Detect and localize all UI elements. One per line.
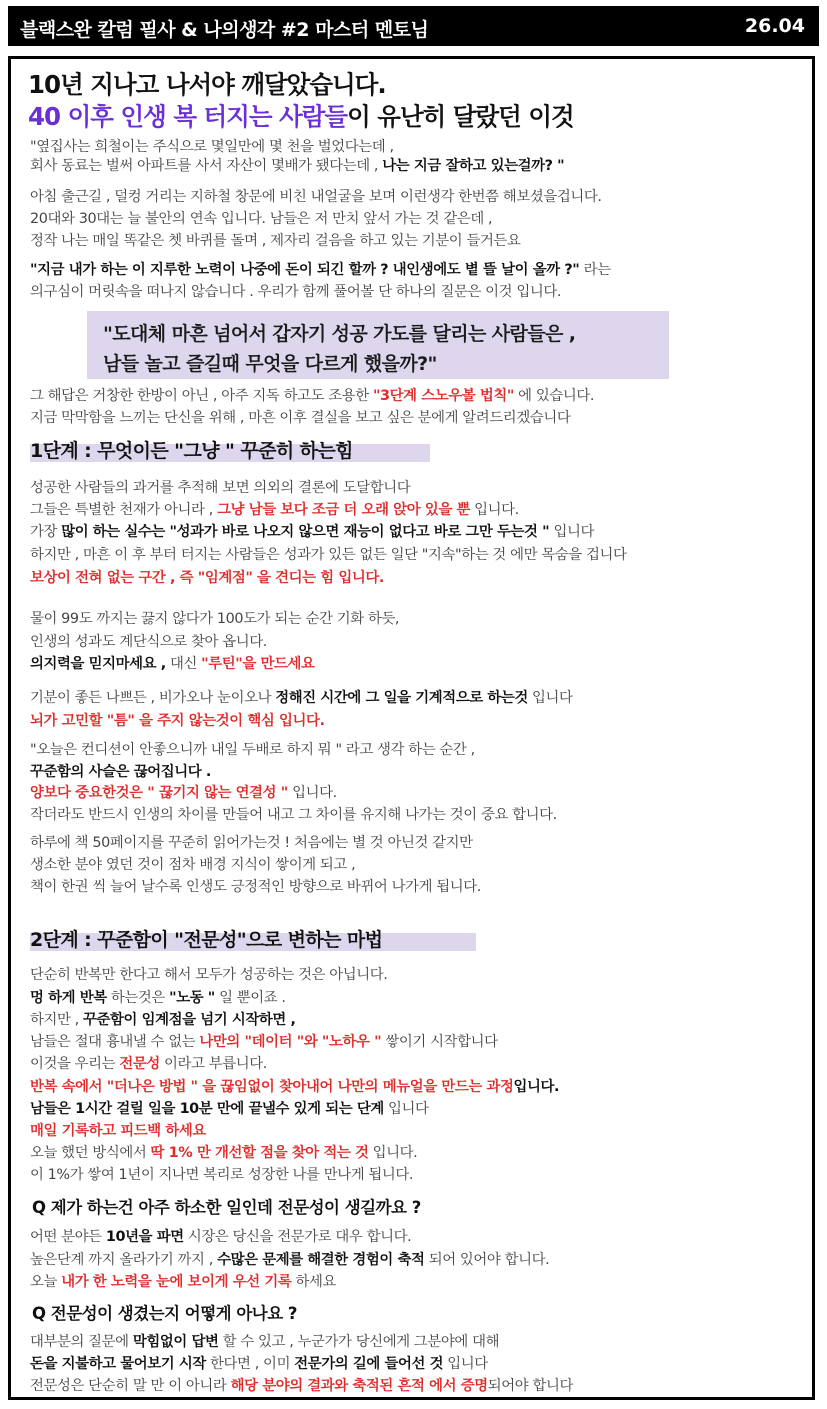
qa2-emphasis: 돈을 지불하고 물어보기 시작 (30, 1356, 206, 1372)
step1-heading (30, 436, 353, 462)
qa1-text: 하세요 (291, 1274, 337, 1290)
qa2-text: 할 수 있고 , 누군가가 당신에게 그분야에 대해 (218, 1334, 500, 1350)
step1-text: 가장 (30, 524, 62, 540)
qa2-text: 대부분의 질문에 (30, 1334, 133, 1350)
qa2-emphasis: 막힘없이 답변 (132, 1334, 219, 1350)
step1-text: 대신 (165, 656, 202, 672)
intro-text: 회사 동료는 벌써 아파트를 사서 자산이 몇배가 됐다는데 , (30, 158, 383, 174)
banner-title: 블랙스완 칼럼 필사 & 나의생각 #2 마스터 멘토님 (20, 19, 429, 41)
qa1-line (30, 1251, 549, 1269)
step1-line: 작더라도 반드시 인생의 차이를 만들어 내고 그 차이를 유지해 나가는 것이 중요 합니다. (30, 807, 557, 823)
step2-line (30, 1055, 267, 1073)
step2-text: 이라고 부릅니다. (159, 1056, 267, 1072)
step1-line: 인생의 성과도 계단식으로 찾아 옵니다. (30, 634, 267, 650)
step1-highlight: 양보다 중요한것은 " 끊기지 않는 연결성 " (30, 785, 288, 801)
headline-highlight: 40 이후 인생 복 터지는 사람들 (28, 102, 348, 131)
qa1-text: 오늘 (30, 1274, 62, 1290)
qa2-text: 되어야 합니다 (487, 1378, 573, 1394)
step1-line (30, 501, 519, 519)
step1-line (30, 523, 594, 541)
step1-highlight: 그냥 남들 보다 조금 더 오래 앉아 있을 뿐 (217, 502, 470, 518)
step1-line: 하루에 책 50페이지를 꾸준히 읽어가는것 ! 처음에는 별 것 아닌것 같지만 (30, 835, 473, 851)
step1-text: 입니다 (527, 690, 573, 706)
intro-line: 20대와 30대는 늘 불안의 연속 입니다. 남들은 저 만치 앞서 가는 것 같은데 , (30, 211, 493, 227)
step1-line (30, 655, 315, 673)
qa1-line (30, 1228, 411, 1246)
step2-highlight: 나만의 "데이터 "와 "노하우 " (199, 1034, 382, 1050)
qa2-emphasis: 전문가의 길에 들어선 것 (294, 1356, 444, 1372)
answer-line: 지금 막막함을 느끼는 단신을 위해 , 마흔 이후 결실을 보고 싶은 분에게 알려드리겠습니다 (30, 410, 571, 426)
step2-line (30, 1033, 498, 1051)
step1-line: 하지만 , 마흔 이 후 부터 터지는 사람들은 성과가 있든 없든 일단 "지속"하는 것 에만 목숨을 겁니다 (30, 547, 627, 563)
step2-text: 쌓이기 시작합니다 (381, 1034, 498, 1050)
key-question-box (87, 311, 669, 379)
step1-text: 그들은 특별한 천재가 아니라 , (30, 502, 218, 518)
step1-line: 물이 99도 까지는 끓지 않다가 100도가 되는 순간 기화 하듯, (30, 611, 400, 627)
qa1-emphasis: 10년을 파면 (105, 1229, 184, 1245)
step1-line: 책이 한권 씩 늘어 날수록 인생도 긍정적인 방향으로 바뀌어 나가게 됩니다. (30, 879, 481, 895)
step2-text: 오늘 했던 방식에서 (30, 1145, 151, 1161)
answer-text: 에 있습니다. (514, 388, 595, 404)
step2-emphasis: 꾸준함이 임계점을 넘기 시작하면 , (83, 1012, 296, 1028)
qa1-question: Q 제가 하는건 아주 하소한 일인데 전문성이 생길까요 ? (32, 1198, 421, 1217)
intro-line: 정작 나는 매일 똑같은 쳇 바퀴를 돌며 , 제자리 걸음을 하고 있는 기분이 들거든요 (30, 233, 521, 249)
intro-text: 라는 (579, 262, 611, 278)
step2-title: 2단계 : 꾸준함이 "전문성"으로 변하는 마법 (30, 929, 383, 951)
step2-highlight: 딱 1% 만 개선할 점을 찾아 적는 것 (150, 1145, 369, 1161)
qa1-text: 높은단계 까지 올라가기 까지 , (30, 1252, 218, 1268)
step1-highlight: "루틴"을 만드세요 (201, 656, 315, 672)
step2-text: 입니다. (368, 1145, 418, 1161)
qa2-text: 한다면 , 이미 (205, 1356, 295, 1372)
step2-emphasis: 멍 하게 반복 (30, 990, 107, 1006)
answer-highlight: "3단계 스노우볼 법칙" (372, 388, 514, 404)
step1-line: 생소한 분야 였던 것이 점차 배경 지식이 쌓이게 되고 , (30, 857, 356, 873)
step2-heading (30, 925, 382, 951)
answer-line (30, 387, 594, 405)
qa2-highlight: 해당 분야의 결과와 축적된 흔적 에서 증명 (230, 1378, 488, 1394)
qa1-text: 시장은 당신을 전문가로 대우 합니다. (183, 1229, 412, 1245)
step2-text: 이것을 우리는 (30, 1056, 120, 1072)
step2-text: 일 뿐이죠 . (214, 990, 286, 1006)
intro-line (30, 261, 611, 279)
step1-emphasis: 많이 하는 실수는 (61, 524, 165, 540)
qa2-line (30, 1333, 499, 1351)
step2-text: 남들은 절대 흉내낼 수 없는 (30, 1034, 200, 1050)
step2-line (30, 1011, 296, 1029)
intro-line: "옆집사는 희철이는 주식으로 몇일만에 몇 천을 벌었다는데 , (30, 139, 394, 155)
step2-line: 이 1%가 쌓여 1년이 지나면 복리로 성장한 나를 만나게 됩니다. (30, 1167, 414, 1183)
qa1-text: 어떤 분야든 (30, 1229, 106, 1245)
step2-text: 하는것은 (106, 990, 170, 1006)
banner-date: 26.04 (744, 15, 805, 37)
step2-line (30, 1078, 559, 1096)
qa1-text: 되어 있어야 합니다. (424, 1252, 550, 1268)
intro-emphasis: "지금 내가 하는 이 지루한 노력이 나중에 돈이 되긴 할까 ? 내인생에도 볕 뜰 날이 올까 ?" (30, 262, 580, 278)
intro-line: 아침 출근길 , 덜컹 거리는 지하철 창문에 비친 내얼굴을 보며 이런생각 한번쯤 해보셨을겁니다. (30, 189, 602, 205)
headline-line-2 (28, 98, 574, 133)
qa1-line (30, 1273, 336, 1291)
step1-text: 입니다 (549, 524, 594, 540)
intro-emphasis: 나는 지금 잘하고 있는걸까? " (382, 158, 565, 174)
step1-title: 1단계 : 무엇이든 "그냥 " 꾸준히 하는힘 (30, 440, 353, 462)
step1-text: 입니다. (469, 502, 519, 518)
step2-line (30, 989, 286, 1007)
step1-emphasis: "성과가 바로 나오지 않으면 재능이 없다고 바로 그만 두는것 " (164, 524, 550, 540)
step2-text: 입니다 (383, 1101, 429, 1117)
step1-line: 성공한 사람들의 과거를 추적해 보면 의외의 결론에 도달합니다 (30, 480, 411, 496)
qa1-highlight: 내가 한 노력을 눈에 보이게 우선 기록 (61, 1274, 292, 1290)
intro-line (30, 157, 564, 175)
step1-line (30, 784, 337, 802)
step1-emphasis: 정해진 시간에 그 일을 기계적으로 하는것 (275, 690, 528, 706)
step2-emphasis: 입니다. (513, 1079, 560, 1095)
qa1-emphasis: 수많은 문제를 해결한 경험이 축적 (217, 1252, 425, 1268)
step2-highlight: 반복 속에서 "더나은 방법 " 을 끊임없이 찾아내어 나만의 메뉴얼을 만드는 과정 (30, 1079, 514, 1095)
step1-line: 보상이 전혀 없는 구간 , 즉 "임계점" 을 견디는 힘 입니다. (30, 570, 384, 586)
headline-rest: 이 유난히 달랐던 이것 (347, 102, 574, 131)
answer-text: 그 해답은 거창한 한방이 아닌 , 아주 지독 하고도 조용한 (30, 388, 373, 404)
qa2-text: 입니다 (443, 1356, 488, 1372)
step2-emphasis: "노동 " (169, 990, 215, 1006)
qa2-line (30, 1377, 573, 1395)
step1-emphasis: 의지력을 믿지마세요 , (30, 656, 166, 672)
qa2-question: Q 전문성이 생겼는지 어떻게 아나요 ? (32, 1304, 297, 1323)
top-banner (8, 6, 819, 46)
step1-text: 입니다. (287, 785, 337, 801)
intro-line: 의구심이 머릿속을 떠나지 않습니다 . 우리가 함께 풀어볼 단 하나의 질문은 이것 입니다. (30, 284, 561, 300)
step2-emphasis: 남들은 1시간 걸릴 일을 10분 만에 끝낼수 있게 되는 단계 (30, 1101, 384, 1117)
step2-line (30, 1144, 417, 1162)
step2-line: 매일 기록하고 피드백 하세요 (30, 1123, 206, 1139)
step1-line (30, 689, 573, 707)
step1-line: 뇌가 고민할 "틈" 을 주지 않는것이 핵심 입니다. (30, 713, 325, 729)
step2-line: 단순히 반복만 한다고 해서 모두가 성공하는 것은 아닙니다. (30, 967, 388, 983)
qa2-text: 전문성은 단순히 말 만 이 아니라 (30, 1378, 231, 1394)
qa2-line (30, 1355, 488, 1373)
step1-line: "오늘은 컨디션이 안좋으니까 내일 두배로 하지 뭐 " 라고 생각 하는 순간 , (30, 742, 475, 758)
step2-line (30, 1100, 429, 1118)
step2-highlight: 전문성 (119, 1056, 160, 1072)
step1-line: 꾸준함의 사슬은 끊어집니다 . (30, 764, 211, 780)
key-question-line: "도대체 마흔 넘어서 갑자기 성공 가도를 달리는 사람들은 , (103, 323, 576, 345)
step1-text: 기분이 좋든 나쁘든 , 비가오나 눈이오나 (30, 690, 276, 706)
step2-text: 하지만 , (30, 1012, 84, 1028)
key-question-line: 남들 놀고 즐길때 무엇을 다르게 했을까?" (103, 353, 437, 375)
headline-line-1: 10년 지나고 나서야 깨달았습니다. (28, 70, 386, 99)
